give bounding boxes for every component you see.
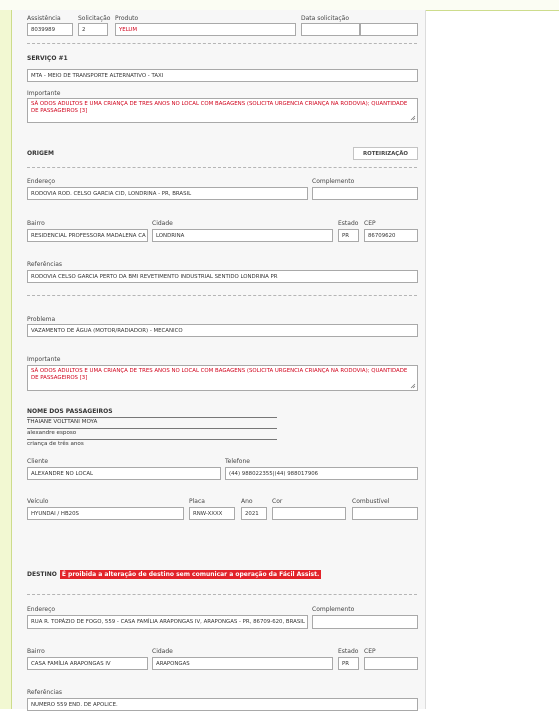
destino-endereco-field[interactable]: RUA R. TOPÁZIO DE FOGO, 559 - CASA FAMÍLIA ARAPONGAS IV, ARAPONGAS - PR, 86709-620, BRASIL bbox=[27, 615, 308, 629]
combustivel-field[interactable] bbox=[352, 507, 418, 520]
telefone-field[interactable]: (44) 988022355|(44) 988017906 bbox=[225, 467, 418, 480]
placa-label: Placa bbox=[189, 498, 205, 505]
destino-complemento-field[interactable] bbox=[312, 615, 418, 629]
destino-referencias-field[interactable]: NUMERO 559 END. DE APOLICE. bbox=[27, 698, 418, 711]
data-solicitacao-field[interactable] bbox=[301, 23, 360, 36]
veiculo-field[interactable]: HYUNDAI / HB20S bbox=[27, 507, 184, 520]
destino-bairro-label: Bairro bbox=[27, 648, 45, 655]
cor-label: Cor bbox=[272, 498, 283, 505]
cliente-label: Cliente bbox=[27, 458, 49, 465]
problema-importante-textarea[interactable] bbox=[27, 365, 418, 391]
produto-label: Produto bbox=[115, 15, 139, 22]
passageiro-item: alexandre esposo bbox=[27, 430, 77, 436]
left-sidebar-strip bbox=[0, 10, 12, 709]
origem-estado-field[interactable]: PR bbox=[338, 229, 359, 242]
origem-endereco-label: Endereço bbox=[27, 178, 56, 185]
problema-importante-label: Importante bbox=[27, 356, 61, 363]
divider bbox=[27, 167, 417, 168]
roteirizacao-button[interactable]: ROTEIRIZAÇÃO bbox=[353, 147, 418, 160]
passageiro-item: criança de três anos bbox=[27, 441, 84, 447]
servico-importante-textarea[interactable] bbox=[27, 98, 418, 123]
resize-grip-icon[interactable] bbox=[410, 383, 416, 389]
underline bbox=[27, 428, 277, 429]
destino-complemento-label: Complemento bbox=[312, 606, 355, 613]
destino-bairro-field[interactable]: CASA FAMÍLIA ARAPONGAS IV bbox=[27, 657, 148, 670]
origem-complemento-field[interactable] bbox=[312, 187, 418, 200]
underline bbox=[27, 417, 277, 418]
origem-bairro-field[interactable]: RESIDENCIAL PROFESSORA MADALENA CA bbox=[27, 229, 148, 242]
veiculo-label: Veículo bbox=[27, 498, 49, 505]
origem-referencias-field[interactable]: RODOVIA CELSO GARCIA PERTO DA BMI REVETIMENTO INDUSTRIAL SENTIDO LONDRINA PR bbox=[27, 270, 418, 283]
servico-tipo-field[interactable]: MTA - MEIO DE TRANSPORTE ALTERNATIVO - TAXI bbox=[27, 69, 418, 82]
assistencia-label: Assistência bbox=[27, 15, 61, 22]
destino-cidade-label: Cidade bbox=[152, 648, 173, 655]
origem-title: ORIGEM bbox=[27, 150, 54, 157]
destino-estado-label: Estado bbox=[338, 648, 359, 655]
origem-endereco-field[interactable]: RODOVIA ROD. CELSO GARCIA CID, LONDRINA - PR, BRASIL bbox=[27, 187, 308, 200]
destino-cidade-field[interactable]: ARAPONGAS bbox=[152, 657, 333, 670]
divider bbox=[27, 295, 417, 296]
destino-referencias-label: Referências bbox=[27, 689, 62, 696]
hora-solicitacao-field[interactable] bbox=[360, 23, 418, 36]
underline bbox=[27, 439, 277, 440]
passageiros-title: NOME DOS PASSAGEIROS bbox=[27, 408, 113, 415]
divider bbox=[27, 594, 417, 595]
combustivel-label: Combustível bbox=[352, 498, 390, 505]
ano-label: Ano bbox=[241, 498, 253, 505]
origem-estado-label: Estado bbox=[338, 220, 359, 227]
servico-importante-text: SÃ ODOS ADULTOS E UMA CRIANÇA DE TRES ANOS NO LOCAL COM BAGAGENS (SOLICITA URGENCIA CRIANÇA NA RODOVIA); QUANTIDADE DE PASSAGEIROS [3] bbox=[31, 101, 408, 114]
destino-warning-badge: É proibida a alteração de destino sem comunicar a operação da Fácil Assist. bbox=[61, 571, 320, 578]
passageiro-item: THAIANE VOLTTANI MOYA bbox=[27, 419, 98, 425]
origem-referencias-label: Referências bbox=[27, 261, 62, 268]
destino-endereco-label: Endereço bbox=[27, 606, 56, 613]
data-solicitacao-label: Data solicitação bbox=[301, 15, 350, 22]
origem-bairro-label: Bairro bbox=[27, 220, 45, 227]
ano-field[interactable]: 2021 bbox=[241, 507, 267, 520]
placa-field[interactable]: RNW-XXXX bbox=[189, 507, 235, 520]
cliente-field[interactable]: ALEXANDRE NO LOCAL bbox=[27, 467, 221, 480]
divider bbox=[27, 43, 417, 44]
telefone-label: Telefone bbox=[225, 458, 250, 465]
destino-estado-field[interactable]: PR bbox=[338, 657, 359, 670]
servico-title: SERVIÇO #1 bbox=[27, 55, 68, 62]
problema-importante-text: SÃ ODOS ADULTOS E UMA CRIANÇA DE TRES ANOS NO LOCAL COM BAGAGENS (SOLICITA URGENCIA CRIANÇA NA RODOVIA); QUANTIDADE DE PASSAGEIROS [3] bbox=[31, 368, 408, 381]
origem-cidade-field[interactable]: LONDRINA bbox=[152, 229, 333, 242]
origem-cep-label: CEP bbox=[364, 220, 376, 227]
problema-field[interactable]: VAZAMENTO DE ÁGUA (MOTOR/RADIADOR) - MECANICO bbox=[27, 324, 418, 337]
destino-title: DESTINO bbox=[27, 571, 57, 578]
origem-cep-field[interactable]: 86709620 bbox=[364, 229, 418, 242]
cor-field[interactable] bbox=[272, 507, 346, 520]
origem-cidade-label: Cidade bbox=[152, 220, 173, 227]
destino-cep-label: CEP bbox=[364, 648, 376, 655]
resize-grip-icon[interactable] bbox=[410, 115, 416, 121]
assistencia-field[interactable]: 8039989 bbox=[27, 23, 73, 36]
produto-field[interactable]: YELUM bbox=[115, 23, 296, 36]
origem-complemento-label: Complemento bbox=[312, 178, 355, 185]
problema-label: Problema bbox=[27, 316, 56, 323]
solicitacao-label: Solicitação bbox=[78, 15, 111, 22]
destino-header bbox=[27, 571, 321, 578]
servico-importante-label: Importante bbox=[27, 90, 61, 97]
solicitacao-field[interactable]: 2 bbox=[78, 23, 108, 36]
destino-cep-field[interactable] bbox=[364, 657, 418, 670]
